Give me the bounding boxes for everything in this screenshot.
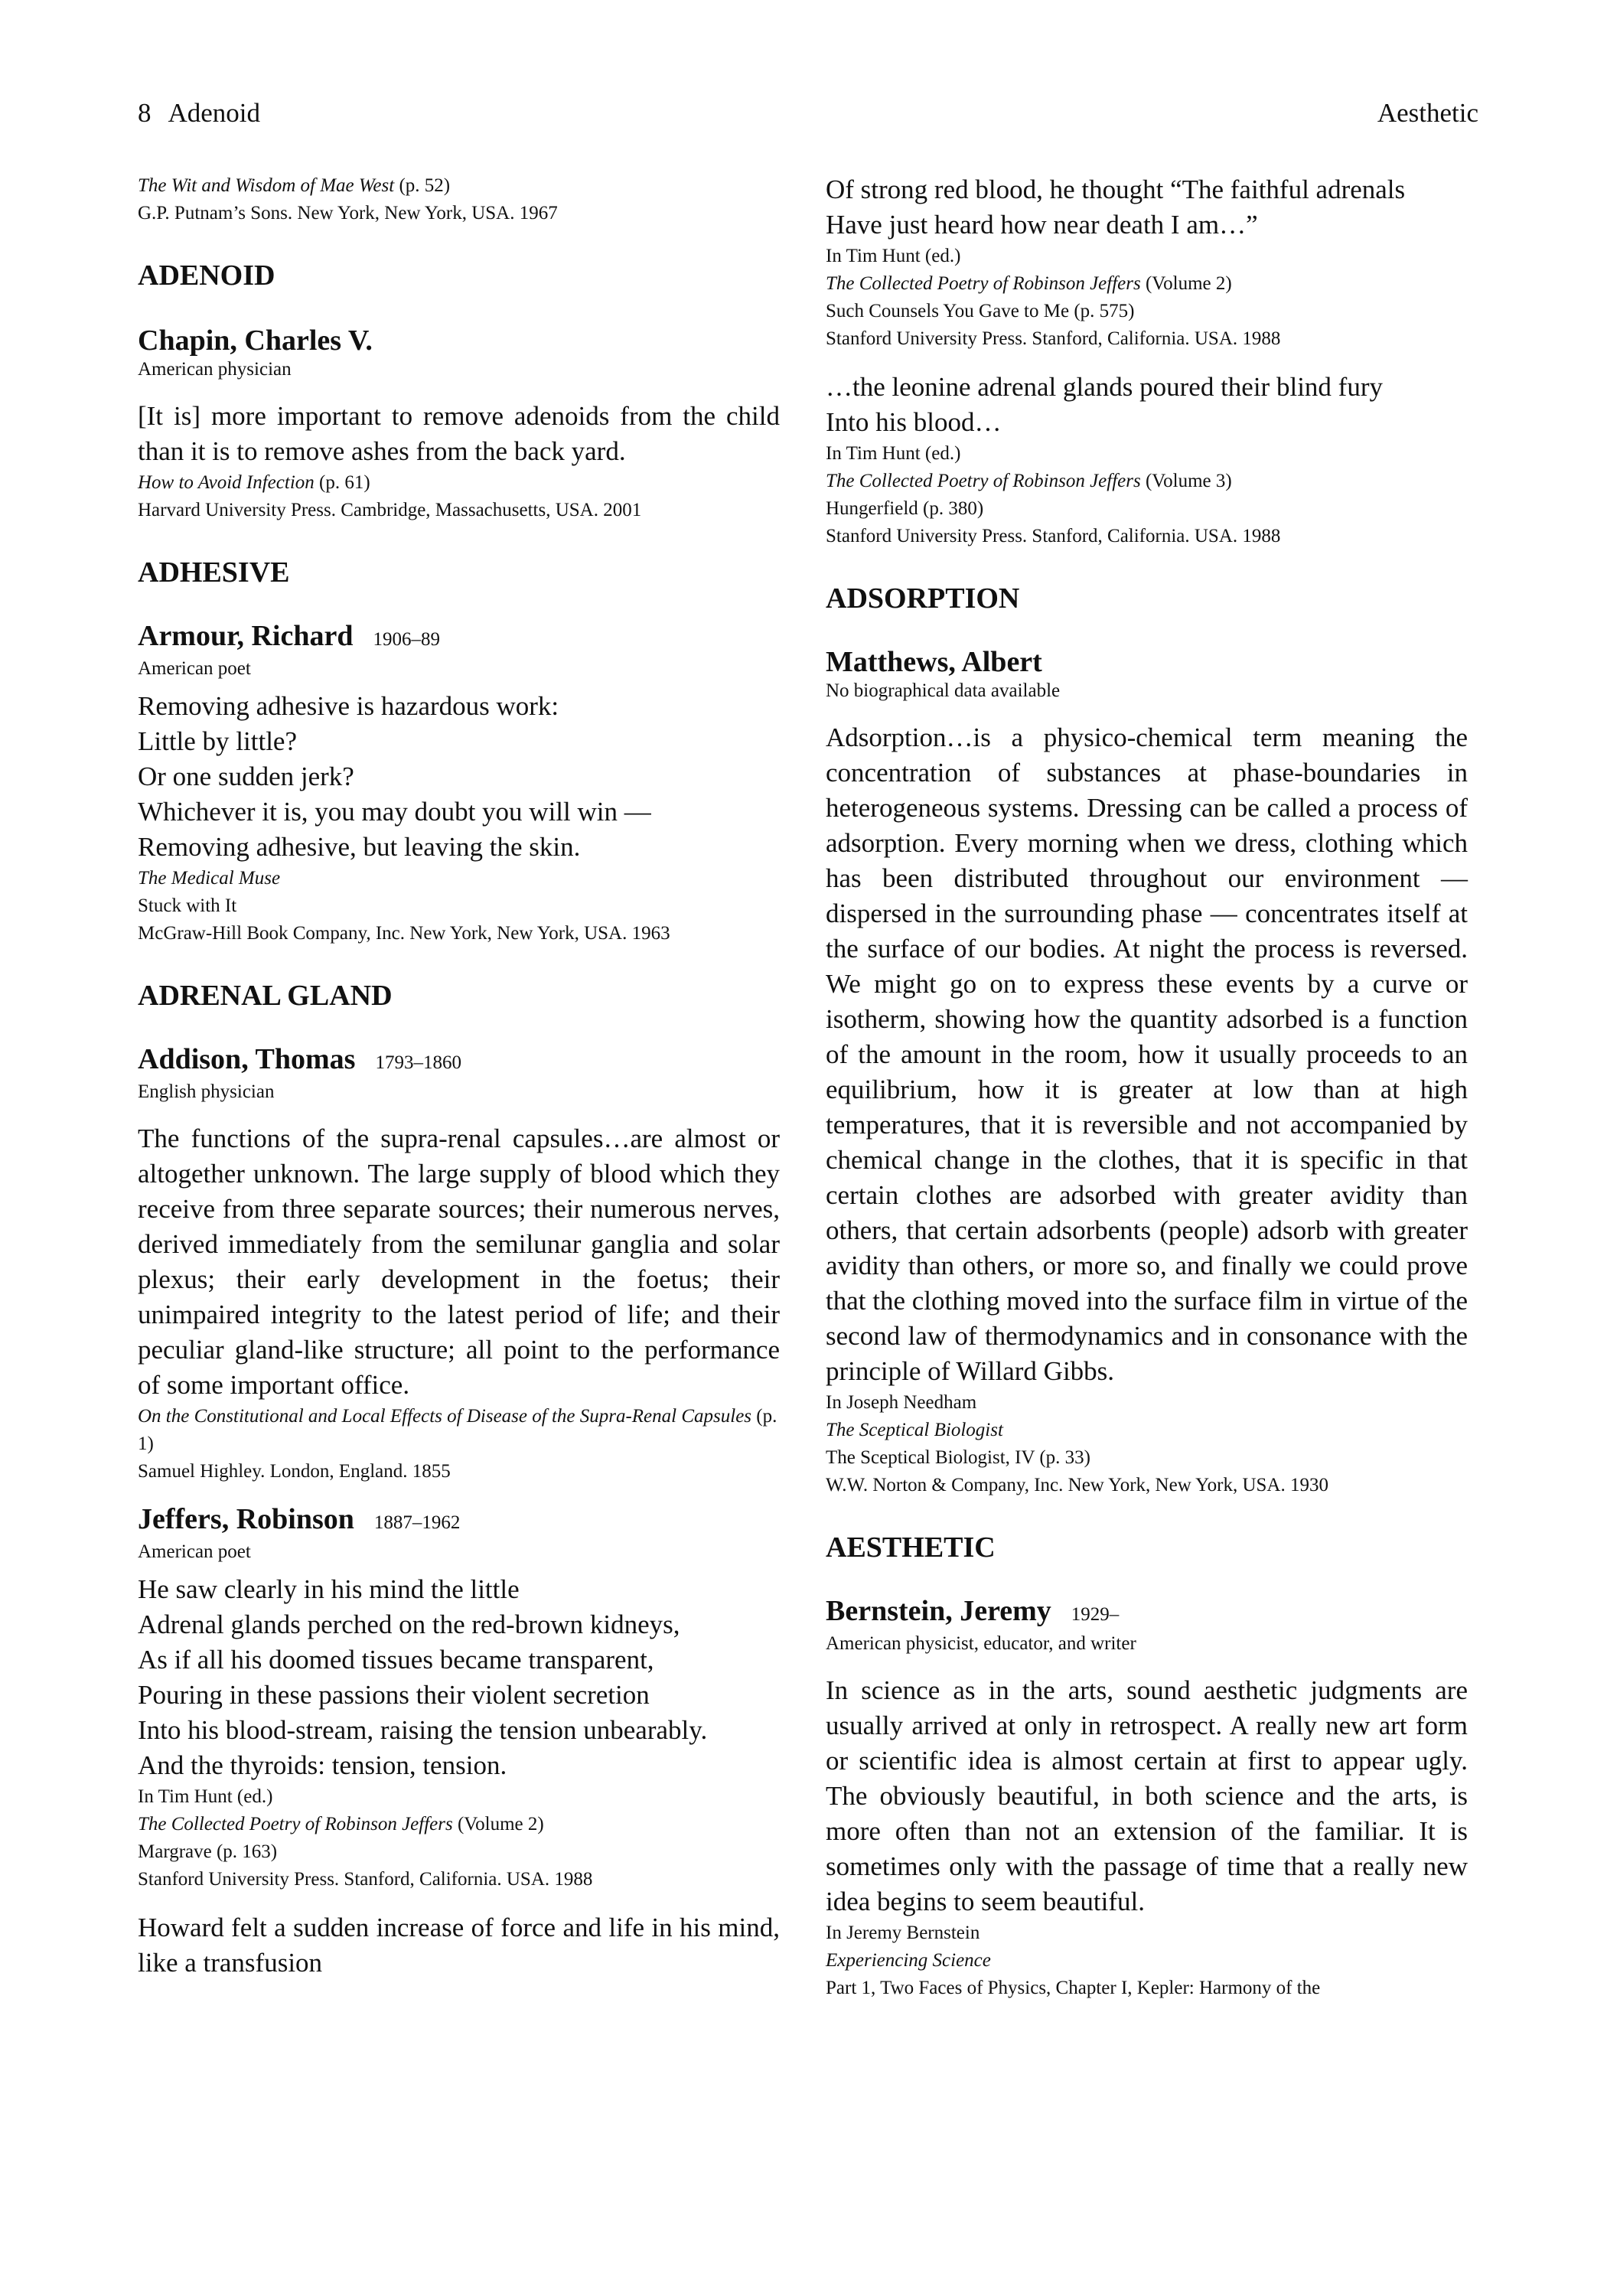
quote-source bbox=[138, 865, 780, 947]
header-left bbox=[138, 96, 260, 130]
source-page: (p. 1) bbox=[138, 1406, 777, 1454]
quote-text: The functions of the supra-renal capsules…are almost or altogether unknown. The large supply of blood which they receive from three separate sources; their numerous nerves, derived immediately from the semilunar ganglia and solar plexus; their early development in the foetus; their unimpaired integrity to the latest period of life; and their peculiar gland-like structure; all point to the performance of some important office. bbox=[138, 1124, 780, 1400]
quote-source bbox=[138, 469, 780, 524]
source-title: How to Avoid Infection bbox=[138, 472, 315, 493]
quote-source bbox=[826, 1389, 1468, 1499]
verse-quote bbox=[138, 689, 780, 865]
source-title: The Collected Poetry of Robinson Jeffers bbox=[826, 471, 1141, 491]
topic-heading-adsorption: ADSORPTION bbox=[826, 582, 1020, 615]
author-name: Armour, Richard bbox=[138, 620, 354, 652]
topic-heading-aesthetic: AESTHETIC bbox=[826, 1531, 996, 1564]
verse-line: Into his blood-stream, raising the tension unbearably. bbox=[138, 1715, 708, 1745]
source-publisher: Stanford University Press. Stanford, California. USA. 1988 bbox=[138, 1869, 593, 1890]
verse-line: Removing adhesive is hazardous work: bbox=[138, 691, 559, 721]
source-publisher: W.W. Norton & Company, Inc. New York, New York, USA. 1930 bbox=[826, 1475, 1328, 1495]
running-header bbox=[138, 96, 1478, 130]
continued-source bbox=[138, 172, 780, 227]
author-description: American physician bbox=[138, 359, 292, 380]
source-volume: (Volume 2) bbox=[452, 1814, 544, 1835]
author-name: Jeffers, Robinson bbox=[138, 1503, 354, 1535]
verse-line: Into his blood… bbox=[826, 407, 1002, 437]
header-last-entry: Aesthetic bbox=[1377, 98, 1478, 128]
source-section: Hungerfield (p. 380) bbox=[826, 498, 984, 519]
quote-text: Adsorption…is a physico-chemical term meaning the concentration of substances at phase-boundaries in heterogeneous systems. Dressing can be called a process of adsorption. Every morning when we dress, clothing which has been distributed throughout our environment — dispersed in the surrounding phase — concentrates itself at the surface of our bodies. At night the process is reversed. We might go on to express these events by a curve or isotherm, showing how the quantity adsorbed is a function of the amount in the room, how it usually proceeds to an equilibrium, how it is greater at low than at high temperatures, that it is reversible and not accompanied by chemical change in the clothes, that it is specific in that certain clothes are adsorbed with greater avidity than others, that certain adsorbents (people) adsorb with greater avidity than others, or more so, and finally we could prove that the clothing moved into the surface film in virtue of the second law of thermodynamics and in consonance with the principle of Willard Gibbs. bbox=[826, 722, 1468, 1386]
author-dates: 1906–89 bbox=[373, 629, 440, 650]
source-title: The Sceptical Biologist bbox=[826, 1420, 1003, 1440]
author-name: Chapin, Charles V. bbox=[138, 325, 373, 357]
verse-line: And the thyroids: tension, tension. bbox=[138, 1750, 507, 1780]
author-heading bbox=[826, 1594, 1468, 1632]
author-description: English physician bbox=[138, 1081, 275, 1102]
author-name: Matthews, Albert bbox=[826, 646, 1042, 678]
source-page: (p. 52) bbox=[394, 175, 451, 196]
topic-heading-adhesive: ADHESIVE bbox=[138, 556, 290, 589]
source-publisher: McGraw-Hill Book Company, Inc. New York, New York, USA. 1963 bbox=[138, 923, 670, 944]
quote-text: Howard felt a sudden increase of force and life in his mind, like a transfusion bbox=[138, 1913, 780, 1978]
source-section: Part 1, Two Faces of Physics, Chapter I, Kepler: Harmony of the bbox=[826, 1978, 1321, 1998]
author-description: No biographical data available bbox=[826, 680, 1061, 701]
source-publisher: G.P. Putnam’s Sons. New York, New York, USA. 1967 bbox=[138, 203, 558, 223]
topic-heading-adenoid: ADENOID bbox=[138, 259, 275, 292]
verse-line: Pouring in these passions their violent secretion bbox=[138, 1680, 650, 1710]
quote-source bbox=[826, 1919, 1468, 2002]
source-title: The Wit and Wisdom of Mae West bbox=[138, 175, 395, 196]
topic-heading-adrenal-gland: ADRENAL GLAND bbox=[138, 980, 393, 1012]
quote-text: In science as in the arts, sound aesthetic judgments are usually arrived at only in retrospect. A really new art form or scientific idea is almost certain at first to appear ugly. The obviously beautiful, in both science and the arts, is more often than not an extension of the familiar. It is sometimes only with the passage of time that a really new idea begins to seem beautiful. bbox=[826, 1675, 1468, 1916]
author-heading bbox=[138, 1042, 780, 1080]
author-description: American physicist, educator, and writer bbox=[826, 1633, 1136, 1654]
verse-quote bbox=[826, 172, 1468, 243]
quote-source bbox=[138, 1783, 780, 1893]
header-first-entry: Adenoid bbox=[168, 98, 261, 128]
source-page: (p. 61) bbox=[314, 472, 370, 493]
source-section: Margrave (p. 163) bbox=[138, 1841, 278, 1862]
author-name: Bernstein, Jeremy bbox=[826, 1595, 1051, 1627]
source-publisher: Stanford University Press. Stanford, California. USA. 1988 bbox=[826, 328, 1281, 349]
author-description: American poet bbox=[138, 658, 251, 679]
verse-line: Have just heard how near death I am…” bbox=[826, 210, 1258, 240]
author-heading bbox=[138, 324, 780, 357]
left-column bbox=[138, 172, 780, 1981]
verse-quote bbox=[138, 1572, 780, 1783]
author-description: American poet bbox=[138, 1541, 251, 1562]
page-number: 8 bbox=[138, 98, 152, 128]
author-dates: 1929– bbox=[1071, 1604, 1120, 1625]
quote-source bbox=[826, 440, 1468, 550]
quote-source bbox=[826, 243, 1468, 353]
source-publisher: Samuel Highley. London, England. 1855 bbox=[138, 1461, 451, 1482]
author-name: Addison, Thomas bbox=[138, 1043, 356, 1075]
source-editor: In Tim Hunt (ed.) bbox=[826, 443, 961, 464]
author-dates: 1793–1860 bbox=[375, 1052, 461, 1073]
verse-line: As if all his doomed tissues became transparent, bbox=[138, 1645, 654, 1675]
author-dates: 1887–1962 bbox=[373, 1512, 461, 1533]
verse-line: Little by little? bbox=[138, 726, 298, 756]
source-title: The Collected Poetry of Robinson Jeffers bbox=[826, 273, 1141, 294]
source-editor: In Tim Hunt (ed.) bbox=[138, 1786, 273, 1807]
source-title: On the Constitutional and Local Effects of Disease of the Supra-Renal Capsules bbox=[138, 1406, 752, 1427]
source-section: Such Counsels You Gave to Me (p. 575) bbox=[826, 301, 1135, 321]
author-heading bbox=[138, 1502, 780, 1540]
source-section: The Sceptical Biologist, IV (p. 33) bbox=[826, 1447, 1091, 1468]
source-editor: In Tim Hunt (ed.) bbox=[826, 246, 961, 266]
verse-line: Adrenal glands perched on the red-brown kidneys, bbox=[138, 1609, 680, 1639]
verse-line: He saw clearly in his mind the little bbox=[138, 1574, 520, 1604]
source-title: Experiencing Science bbox=[826, 1950, 991, 1971]
source-section: Stuck with It bbox=[138, 895, 237, 916]
verse-quote bbox=[826, 370, 1468, 440]
quote-text: [It is] more important to remove adenoids from the child than it is to remove ashes from the back yard. bbox=[138, 401, 780, 466]
verse-line: Whichever it is, you may doubt you will win — bbox=[138, 797, 651, 827]
source-editor: In Jeremy Bernstein bbox=[826, 1923, 980, 1943]
verse-line: Of strong red blood, he thought “The faithful adrenals bbox=[826, 174, 1406, 204]
verse-line: …the leonine adrenal glands poured their blind fury bbox=[826, 372, 1383, 402]
quote-source bbox=[138, 1403, 780, 1486]
source-volume: (Volume 2) bbox=[1140, 273, 1232, 294]
source-editor: In Joseph Needham bbox=[826, 1392, 977, 1413]
author-heading bbox=[826, 645, 1468, 679]
source-volume: (Volume 3) bbox=[1140, 471, 1232, 491]
source-title: The Collected Poetry of Robinson Jeffers bbox=[138, 1814, 453, 1835]
source-title: The Medical Muse bbox=[138, 868, 281, 889]
source-publisher: Harvard University Press. Cambridge, Massachusetts, USA. 2001 bbox=[138, 500, 642, 520]
verse-line: Or one sudden jerk? bbox=[138, 762, 354, 791]
verse-line: Removing adhesive, but leaving the skin. bbox=[138, 832, 581, 862]
source-publisher: Stanford University Press. Stanford, California. USA. 1988 bbox=[826, 526, 1281, 546]
right-column bbox=[826, 172, 1468, 2002]
author-heading bbox=[138, 619, 780, 657]
